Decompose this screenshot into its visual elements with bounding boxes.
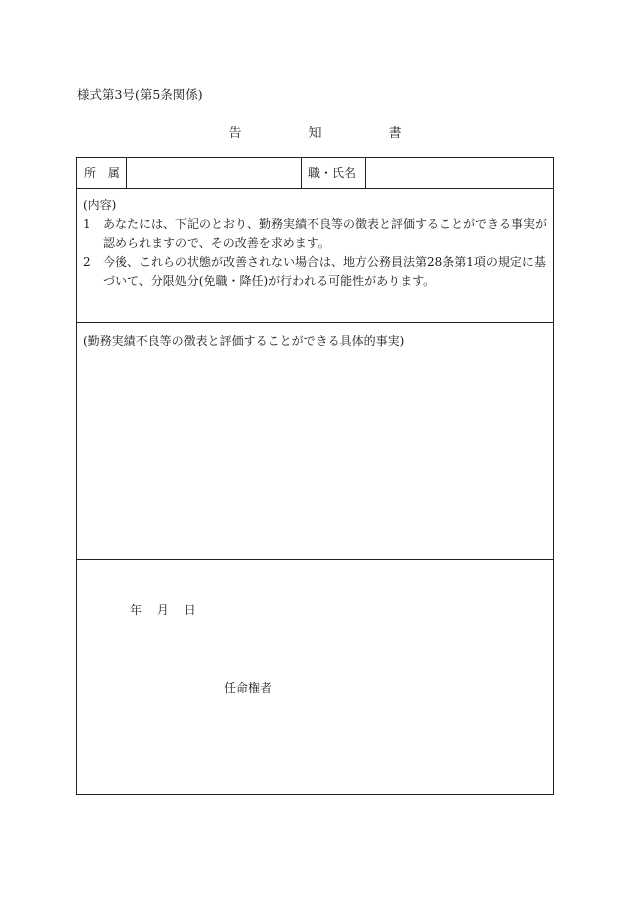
item-text: あなたには、下記のとおり、勤務実績不良等の徴表と評価することができる事実が認められますので、その改善を求めます。	[103, 217, 548, 250]
item-text: 今後、これらの状態が改善されない場合は、地方公務員法第28条第1項の規定に基づいて、分限処分(免職・降任)が行われる可能性があります。	[103, 255, 546, 288]
content-item	[83, 253, 547, 291]
document-title: 告 知 書	[228, 126, 429, 141]
signature-section	[77, 561, 553, 794]
content-item	[83, 215, 547, 253]
affiliation-label: 所 属	[77, 158, 127, 188]
affiliation-field[interactable]	[127, 158, 302, 188]
content-section	[77, 189, 553, 323]
specific-facts-section[interactable]	[77, 324, 553, 560]
header-row	[77, 158, 553, 189]
content-heading: (内容)	[83, 198, 117, 212]
notice-form-table	[76, 157, 554, 795]
item-number: 2	[83, 255, 91, 269]
appointing-authority-label: 任命権者	[224, 681, 273, 695]
position-name-label: 職・氏名	[302, 158, 366, 188]
specific-facts-heading: (勤務実績不良等の徴表と評価することができる具体的事実)	[83, 334, 405, 348]
form-number: 様式第3号(第5条関係)	[77, 87, 203, 102]
date-label: 年 月 日	[130, 603, 196, 617]
item-number: 1	[83, 217, 91, 231]
position-name-field[interactable]	[366, 158, 553, 188]
